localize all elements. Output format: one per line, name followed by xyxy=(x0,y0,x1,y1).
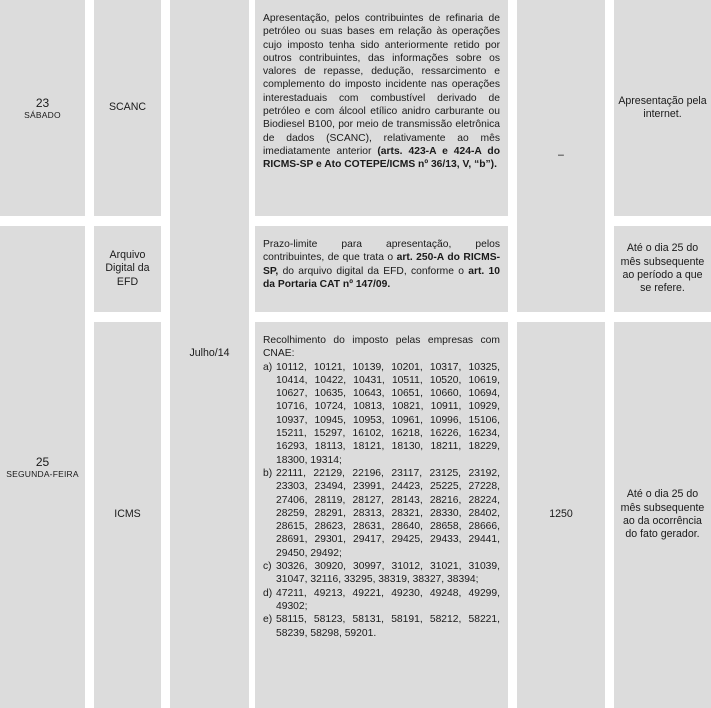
day-cell-25 xyxy=(0,226,85,708)
cnae-codes: 10112, 10121, 10139, 10201, 10317, 10325, 10414, 10422, 10431, 10511, 10520, 10619, 10627, 10635, 10643, 10651, 10660, 10694, 10716, 10724, 10813, 10821, 10911, 10929, 10937, 10945, 10953, 10961, 10996, 15106, 15211, 15297, 16102, 16218, 16226, 16234, 16293, 18113, 18121, 18130, 18211, 18229, 18300, 19314; xyxy=(276,361,500,466)
day-cell-23 xyxy=(0,0,85,216)
cnae-codes: 58115, 58123, 58131, 58191, 58212, 58221, 58239, 58298, 59201. xyxy=(276,614,500,639)
cnae-list xyxy=(263,361,500,640)
day-name: SÁBADO xyxy=(24,109,61,120)
list-item xyxy=(263,467,500,560)
payment-code: 1250 xyxy=(549,508,573,521)
deadline-cell-efd xyxy=(614,226,711,312)
description-cell-scanc xyxy=(255,0,508,216)
list-letter: c) xyxy=(263,561,272,573)
day-number: 23 xyxy=(35,95,50,110)
list-item xyxy=(263,361,500,467)
description-text: Prazo-limite para apresentação, pelos contribuintes, de que trata o xyxy=(263,239,500,264)
tax-label: SCANC xyxy=(108,101,147,114)
cnae-codes: 47211, 49213, 49221, 49230, 49248, 49299, 49302; xyxy=(276,587,500,612)
deadline-text: Apresentação pela internet. xyxy=(618,94,707,120)
legal-reference: art. 250-A do RICMS-SP, xyxy=(263,252,500,277)
cnae-codes: 30326, 30920, 30997, 31012, 31021, 31039, 31047, 32116, 33295, 38319, 38327, 38394; xyxy=(276,561,500,586)
day-name: SEGUNDA-FEIRA xyxy=(6,468,79,479)
tax-cell-scanc xyxy=(94,0,161,216)
tax-cell-icms xyxy=(94,322,161,708)
list-letter: b) xyxy=(263,467,273,479)
deadline-text: Até o dia 25 do mês subsequente ao da ocorrência do fato gerador. xyxy=(620,488,705,541)
list-letter: d) xyxy=(263,587,273,599)
tax-label: ICMS xyxy=(114,508,141,521)
code-cell-scanc-efd xyxy=(517,0,605,312)
reference-period: Julho/14 xyxy=(189,347,230,360)
list-letter: e) xyxy=(263,614,273,626)
list-letter: a) xyxy=(263,361,273,373)
reference-period-cell xyxy=(170,0,249,708)
description-intro: Recolhimento do imposto pelas empresas com CNAE: xyxy=(263,335,500,360)
code-cell-icms xyxy=(517,322,605,708)
list-item xyxy=(263,587,500,614)
tax-cell-efd xyxy=(94,226,161,312)
description-cell-efd xyxy=(255,226,508,312)
day-number: 25 xyxy=(35,454,50,469)
list-item xyxy=(263,613,500,640)
cnae-codes: 22111, 22129, 22196, 23117, 23125, 23192, 23303, 23494, 23991, 24423, 25225, 27228, 27406, 28119, 28127, 28143, 28216, 28224, 28259, 28291, 28313, 28321, 28330, 28402, 28615, 28623, 28631, 28640, 28658, 28666, 28691, 29301, 29417, 29425, 29433, 29441, 29450, 29492; xyxy=(276,467,500,559)
description-cell-icms xyxy=(255,322,508,708)
payment-code: – xyxy=(558,149,564,162)
deadline-cell-icms xyxy=(614,322,711,708)
description-text: Apresentação, pelos contribuintes de refinaria de petróleo ou suas bases em relação às operações cujo imposto tenha sido anteriormente retido por outros contribuintes, das informações sobre os valores de repasse, dedução, ressarcimento e complemento do imposto incidente nas operações interestaduais com combustível derivado de petróleo e com álcool etílico anidro carburante ou Biodiesel B100, por meio de transmissão eletrônica de dados (SCANC), relativamente ao mês imediatamente anterior xyxy=(263,13,500,157)
legal-reference: (arts. 423-A e 424-A do RICMS-SP e Ato COTEPE/ICMS nº 36/13, V, “b”). xyxy=(263,145,500,171)
tax-label: Arquivo Digital da EFD xyxy=(105,248,150,288)
legal-reference: art. 10 da Portaria CAT nº 147/09. xyxy=(263,265,500,290)
deadline-text: Até o dia 25 do mês subsequente ao período a que se refere. xyxy=(620,242,705,295)
description-text: do arquivo digital da EFD, conforme o xyxy=(278,265,469,277)
deadline-cell-scanc xyxy=(614,0,711,216)
list-item xyxy=(263,560,500,587)
